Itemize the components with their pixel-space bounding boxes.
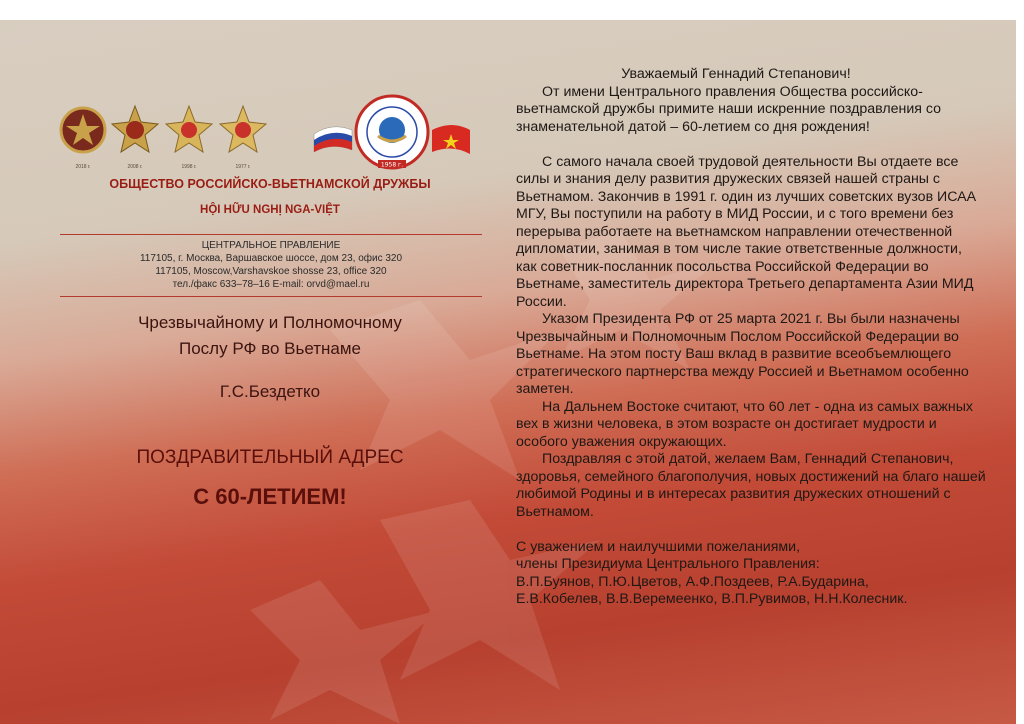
medal-year: 2018 г.: [75, 164, 91, 170]
logo-year: 1958 г.: [380, 161, 404, 169]
medal-icon: [218, 102, 268, 160]
letter-paragraph-3: Указом Президента РФ от 25 марта 2021 г. Вы были назначены Чрезвычайным и Полномочным Послом Российской Федерации во Вьетнаме. На этом посту Ваш вклад в развитие всеобъемлющего: [516, 311, 960, 362]
medal-icon: [164, 102, 214, 160]
recipient-title-1: Чрезвычайному и Полномочному: [138, 313, 402, 332]
org-name-vn: HỘI HỮU NGHỊ NGA-VIỆT: [200, 204, 340, 216]
document-title: ПОЗДРАВИТЕЛЬНЫЙ АДРЕС: [136, 447, 404, 468]
society-logo: [312, 94, 472, 170]
logo-emblem: [312, 94, 472, 170]
divider-top: [60, 234, 482, 235]
address-line-4: тел./факс 633–78–16 E-mail: orvd@mael.ru: [172, 279, 370, 290]
address-line-3: 117105, Moscow,Varshavskoe shosse 23, office 320: [155, 266, 387, 277]
medal-1: [58, 102, 108, 170]
letter-signers-1: В.П.Буянов, П.Ю.Цветов, А.Ф.Поздеев, Р.А.Бударина,: [516, 573, 869, 590]
letter-paragraph-2: С самого начала своей трудовой деятельности Вы отдаете все силы и знания делу развития дружеских связей нашей страны с Вьетнамом. Закончив в 1991 г. один из лучших советских вузов ИСАА МГУ, Вы поступили на работу в МИД России, и с того времени без перерыва работаете на вьетнамском направлении отечественной дипломатии, занимая в том числе такие ответственные должности, как советник-посланник посольства Российской Федерации во Вьетнаме, заместитель директора Третьего департамента Азии МИД России.: [516, 153, 977, 310]
document-subtitle: С 60-ЛЕТИЕМ!: [193, 484, 347, 509]
medal-icon: [58, 102, 108, 160]
medals-row: [58, 102, 278, 174]
medal-year: 2008 г.: [127, 164, 143, 170]
letter-paragraph-5: Поздравляя с этой датой, желаем Вам, Геннадий Степанович, здоровья, семейного благополучия, новых достижений на благо нашей любимой Родины и в интересах развития дружеских отношений с Вьетнамом.: [516, 451, 986, 520]
medal-2: [110, 102, 160, 170]
medal-3: [164, 102, 214, 170]
org-name-ru: ОБЩЕСТВО РОССИЙСКО-ВЬЕТНАМСКОЙ ДРУЖБЫ: [109, 177, 431, 191]
letter-paragraph-1: От имени Центрального правления Общества российско-вьетнамской дружбы примите наши искренние поздравления со знаменательной датой – 60-летием со дня рождения!: [516, 83, 942, 135]
medal-icon: [110, 102, 160, 160]
letter-paragraph-4: На Дальнем Востоке считают, что 60 лет - одна из самых важных вех в жизни человека, в этом возрасте он достигает мудрости и особого уважения окружающих.: [516, 398, 973, 450]
address-line-1: ЦЕНТРАЛЬНОЕ ПРАВЛЕНИЕ: [201, 240, 341, 251]
letter-signers-2: Е.В.Кобелев, В.В.Веремеенко, В.П.Рувимов, Н.Н.Колесник.: [516, 591, 908, 607]
medal-4: [218, 102, 268, 170]
letter-body: [516, 66, 986, 609]
medal-year: 1998 г.: [181, 164, 197, 170]
address-line-2: 117105, г. Москва, Варшавское шоссе, дом 23, офис 320: [139, 253, 403, 264]
medal-year: 1977 г.: [235, 164, 251, 170]
letter-closing-2: члены Президиума Центрального Правления:: [516, 556, 820, 572]
recipient-name: Г.С.Бездетко: [219, 382, 321, 401]
divider-bottom: [60, 296, 482, 297]
letter-greeting: Уважаемый Геннадий Степанович!: [621, 66, 851, 82]
letter-paragraph-3-cont: стратегического партнерства между Россией и Вьетнамом особенно заметен.: [516, 363, 969, 397]
letter-closing-1: С уважением и наилучшими пожеланиями,: [516, 538, 801, 555]
recipient-title-2: Послу РФ во Вьетнаме: [179, 339, 361, 358]
